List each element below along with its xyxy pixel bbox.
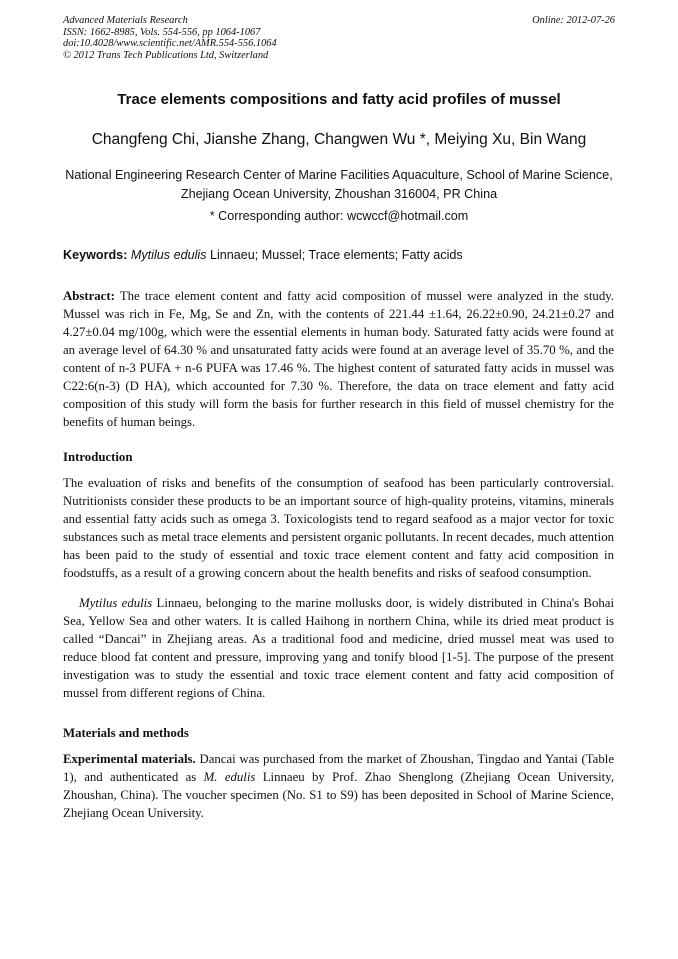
keywords-species: Mytilus edulis	[130, 248, 207, 262]
methods-text-a: Dancai was purchased from the market of Zhoushan, Tingdao and Yantai (Table 1), and authenticated as	[63, 752, 614, 784]
keywords	[63, 248, 623, 262]
doi-line: doi:10.4028/www.scientific.net/AMR.554-556.1064	[63, 38, 277, 50]
author-list: Changfeng Chi, Jianshe Zhang, Changwen Wu *, Meiying Xu, Bin Wang	[91, 131, 587, 148]
affiliation	[50, 166, 628, 204]
introduction-paragraph-1: The evaluation of risks and benefits of the consumption of seafood has been particularly controversial. Nutritionists consider these products to be an important source of high-quality proteins, vitamins, minerals and essential fatty acids such as omega 3. Toxicologists tend to regard seafood as a major vector for toxic substances such as metal trace elements and persistent organic pollutants. In recent decades, much attention has been paid to the study of essential and toxic trace element content and fatty acid composition in foodstuffs, as a result of a growing concern about the health benefits and risks of seafood consumption.	[63, 476, 614, 580]
methods-paragraph	[63, 750, 614, 822]
copyright-line: © 2012 Trans Tech Publications Ltd, Switzerland	[63, 49, 269, 61]
methods-subheading: Experimental materials.	[63, 752, 196, 766]
methods-heading: Materials and methods	[63, 726, 189, 740]
affiliation-line-2: Zhejiang Ocean University, Zhoushan 316004, PR China	[180, 187, 498, 201]
paper-title: Trace elements compositions and fatty acid profiles of mussel	[117, 91, 561, 108]
keywords-label: Keywords:	[63, 248, 128, 262]
issn-line: ISSN: 1662-8985, Vols. 554-556, pp 1064-1067	[63, 26, 261, 38]
abstract	[63, 287, 614, 431]
journal-header	[63, 15, 277, 61]
abstract-label: Abstract:	[63, 289, 115, 303]
keywords-list: Linnaeu; Mussel; Trace elements; Fatty acids	[206, 248, 463, 262]
introduction-paragraph-2	[63, 594, 614, 702]
methods-text-b: Linnaeu by Prof. Zhao Shenglong (Zhejiang Ocean University, Zhoushan, China). The voucher specimen (No. S1 to S9) has been deposited in School of Marine Science, Zhejiang Ocean University.	[63, 770, 614, 820]
journal-name: Advanced Materials Research	[63, 15, 188, 26]
methods-species: M. edulis	[203, 770, 256, 784]
affiliation-line-1: National Engineering Research Center of Marine Facilities Aquaculture, School of Marine Science,	[65, 168, 613, 182]
intro-species: Mytilus edulis	[79, 596, 153, 610]
abstract-text: The trace element content and fatty acid composition of mussel were analyzed in the study. Mussel was rich in Fe, Mg, Se and Zn, with the contents of 221.44 ±1.64, 26.22±0.90, 24.21±0.27 and 4.27±0.04 mg/100g, which were the essential elements in human body. Saturated fatty acids were found at an average level of 64.30 % and unsaturated fatty acids were found at an average level of 35.70 %, and the content of n-3 PUFA + n-6 PUFA was 17.46 %. The highest content of saturated fatty acids in mussel was C22:6(n-3) (D HA), which accounted for 7.30 %. Therefore, the data on trace element and fatty acid composition of this study will form the basis for further research in this field of mussel chemistry for the benefits of human beings.	[63, 289, 614, 429]
introduction-heading: Introduction	[63, 450, 133, 464]
corresponding-author: * Corresponding author: wcwccf@hotmail.com	[209, 209, 469, 223]
online-date: Online: 2012-07-26	[532, 15, 615, 26]
intro-paragraph-2-text: Linnaeu, belonging to the marine mollusks door, is widely distributed in China's Bohai Sea, Yellow Sea and other waters. It is called Haihong in northern China, while its dried meat product is called “Dancai” in Zhejiang areas. As a traditional food and medicine, dried mussel meat was used to reduce blood fat content and pressure, improving yang and tonify blood [1-5]. The purpose of the present investigation was to study the essential and toxic trace element content and fatty acid composition of mussel from different regions of China.	[63, 596, 615, 700]
